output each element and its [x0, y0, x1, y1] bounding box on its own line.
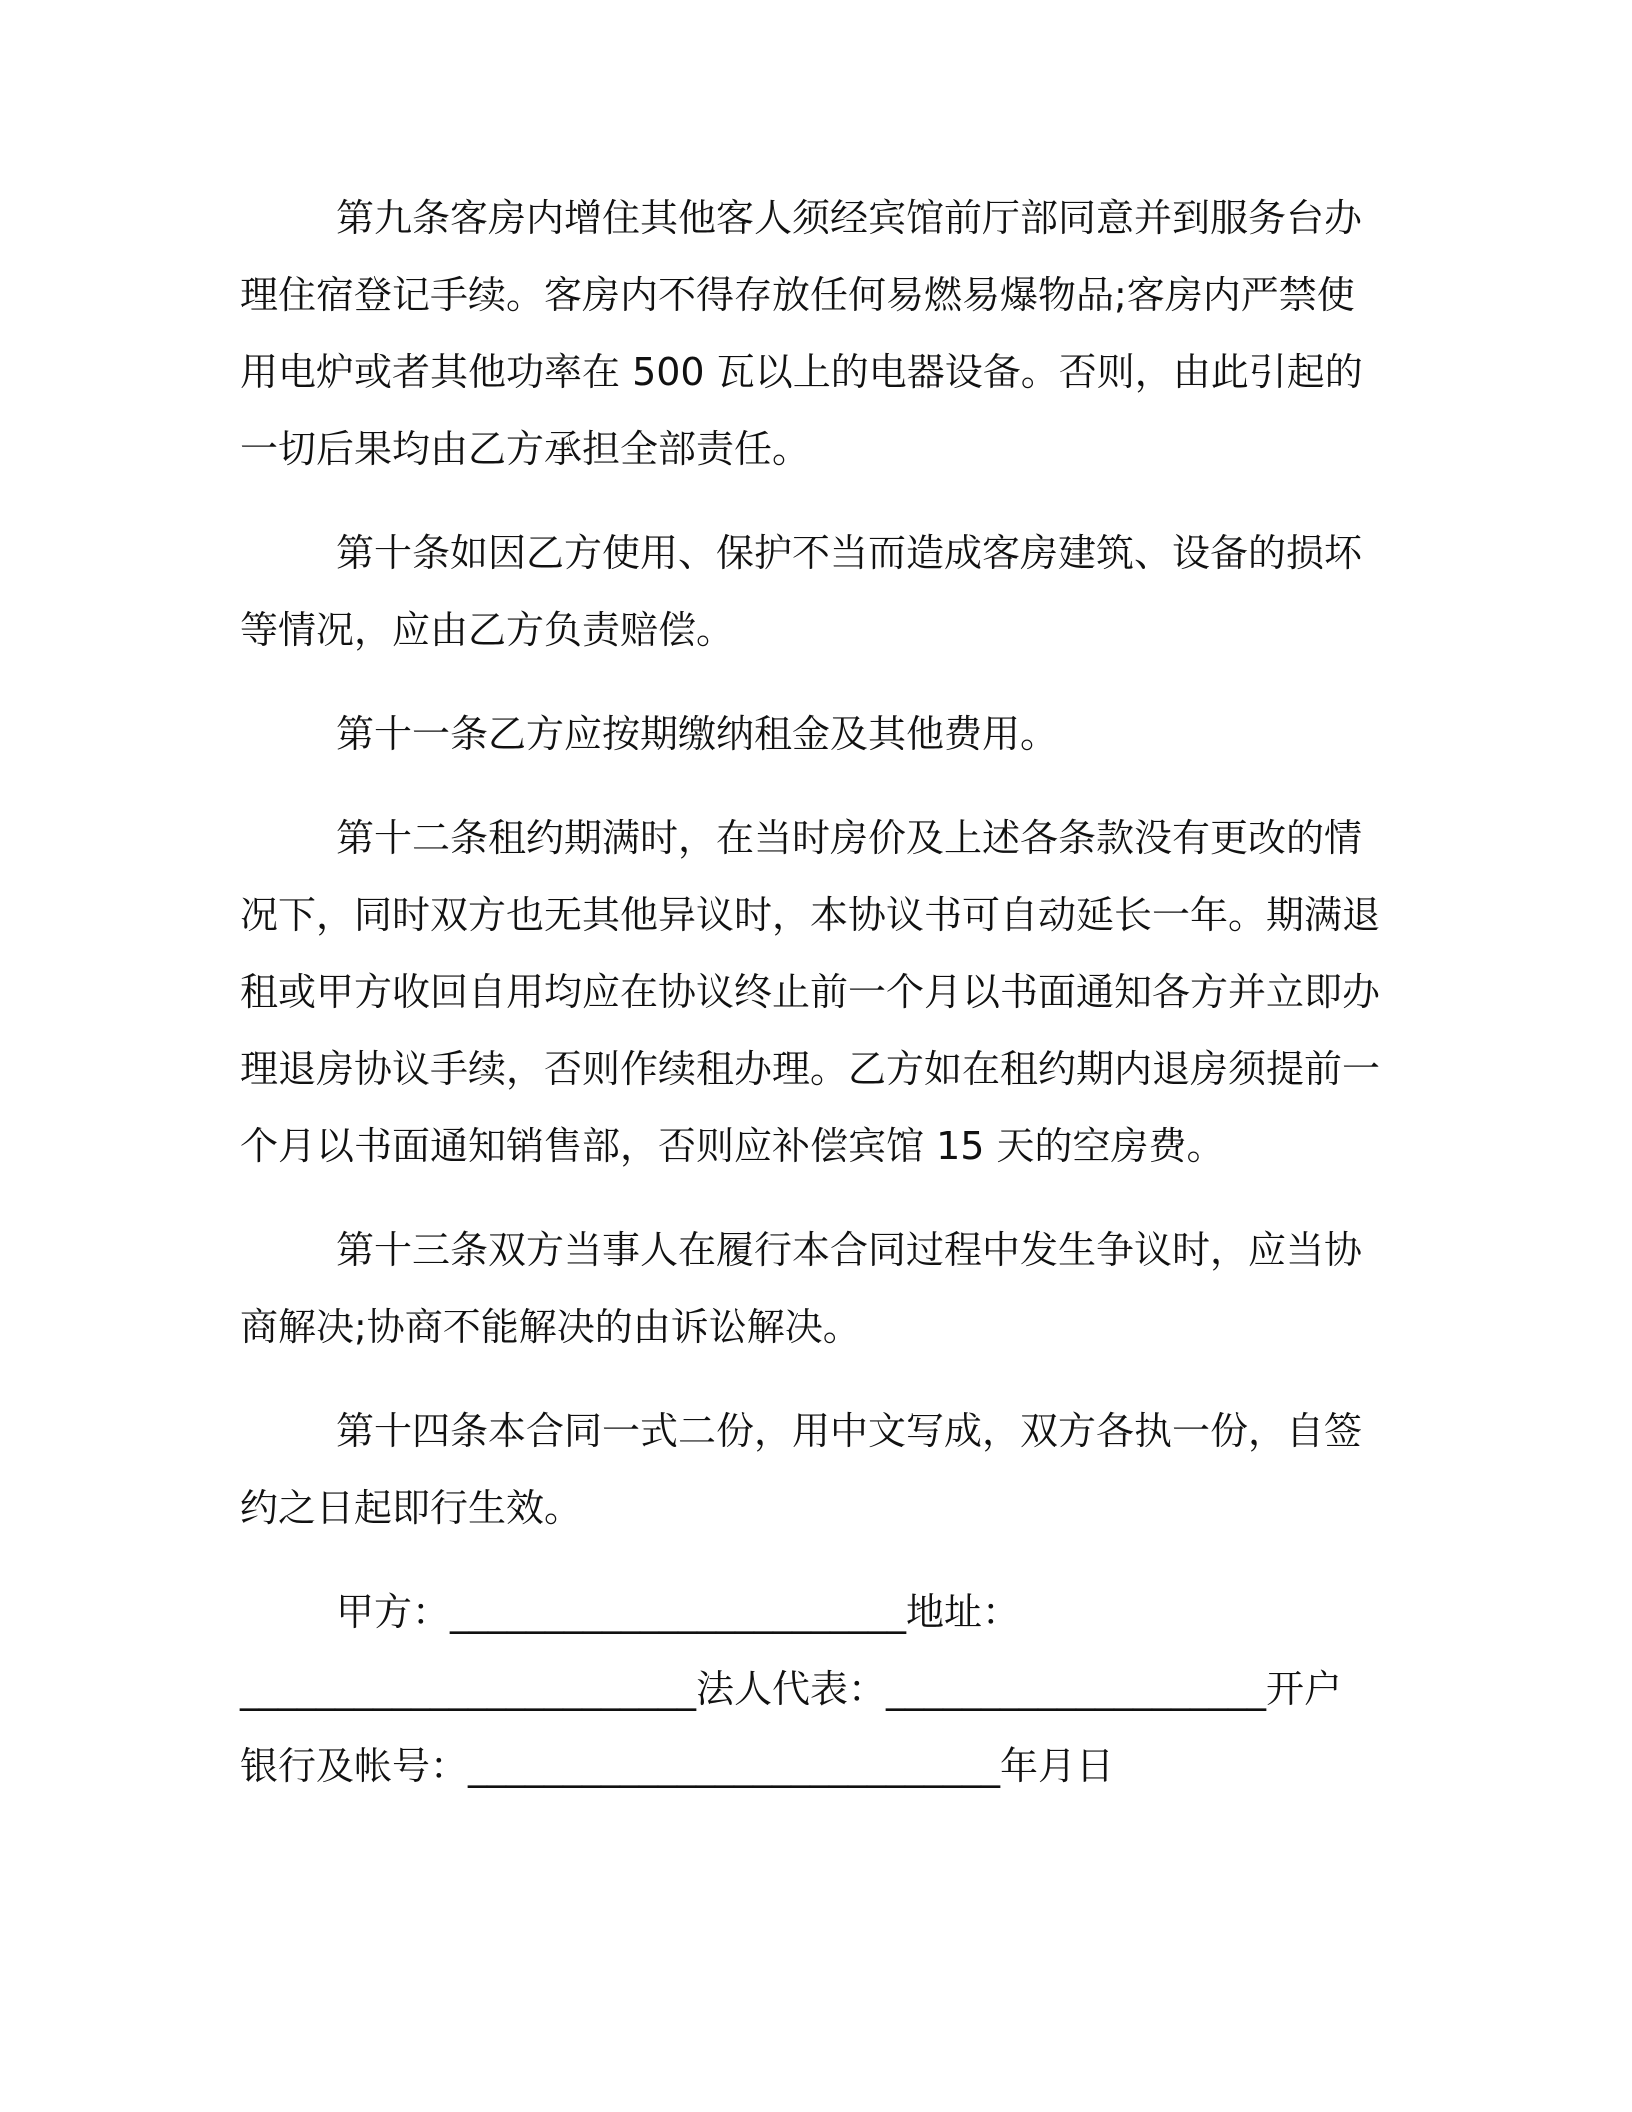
clause-14: 第十四条本合同一式二份，用中文写成，双方各执一份，自签约之日起即行生效。: [240, 1409, 1363, 1530]
signature-line-representative: ________________________法人代表：____________________开户: [240, 1667, 1343, 1711]
clause-12: 第十二条租约期满时，在当时房价及上述各条款没有更改的情况下，同时双方也无其他异议时，本协议书可自动延长一年。期满退租或甲方收回自用均应在协议终止前一个月以书面通知各方并立即办理退房协议手续，否则作续租办理。乙方如在租约期内退房须提前一个月以书面通知销售部，否则应补偿宾馆 15 天的空房费。: [240, 816, 1381, 1168]
clause-10: 第十条如因乙方使用、保护不当而造成客房建筑、设备的损坏等情况，应由乙方负责赔偿。: [240, 531, 1363, 652]
signature-line-party-a: 甲方：________________________地址：: [336, 1590, 1021, 1634]
signature-line-bank-account: 银行及帐号：____________________________年月日: [240, 1744, 1115, 1788]
clause-13: 第十三条双方当事人在履行本合同过程中发生争议时，应当协商解决;协商不能解决的由诉讼解决。: [240, 1228, 1363, 1349]
signature-block: [240, 1574, 1380, 1805]
document-page: [240, 180, 1380, 1805]
clause-11: 第十一条乙方应按期缴纳租金及其他费用。: [336, 712, 1059, 756]
clause-9: 第九条客房内增住其他客人须经宾馆前厅部同意并到服务台办理住宿登记手续。客房内不得存放任何易燃易爆物品;客房内严禁使用电炉或者其他功率在 500 瓦以上的电器设备。否则，由此引起的一切后果均由乙方承担全部责任。: [240, 196, 1363, 471]
